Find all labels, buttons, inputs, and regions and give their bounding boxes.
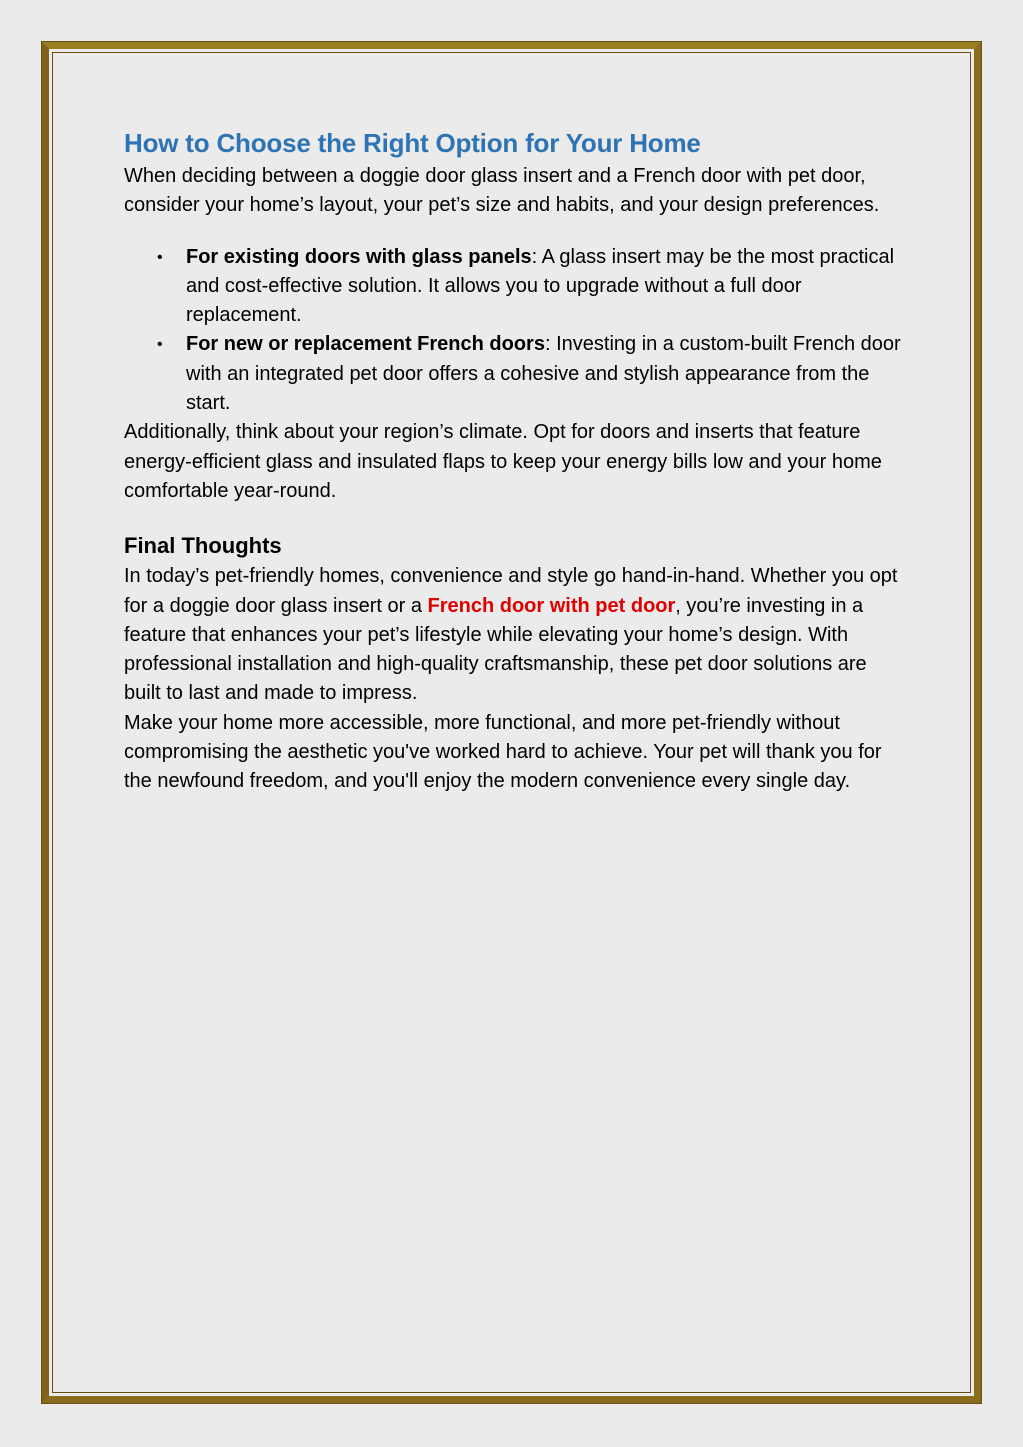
final-paragraph-text: , you’re investing in a feature that enhances your pet’s lifestyle while elevating your home’s design. With professional installation and high-quality craftsmanship, these pet door solutions are built to last and made to impress. bbox=[124, 594, 867, 705]
list-item bbox=[124, 330, 904, 418]
list-item bbox=[124, 243, 904, 331]
list-item-bold: For existing doors with glass panels bbox=[186, 245, 532, 268]
list-item-text: : Investing in a custom-built French door with an integrated pet door offers a cohesive and stylish appearance from the start. bbox=[186, 333, 901, 415]
french-door-link[interactable]: French door with pet door bbox=[427, 594, 676, 617]
closing-paragraph: Make your home more accessible, more functional, and more pet-friendly without compromising the aesthetic you've worked hard to achieve. Your pet will thank you for the newfound freedom, and you'll enjoy the modern convenience every single day. bbox=[124, 711, 882, 793]
final-paragraph-text: In today’s pet-friendly homes, convenience and style go hand-in-hand. Whether you opt for a doggie door glass insert or a bbox=[124, 565, 898, 617]
options-list bbox=[124, 243, 904, 419]
list-item-text: : A glass insert may be the most practical and cost-effective solution. It allows you to upgrade without a full door replacement. bbox=[186, 245, 895, 327]
climate-paragraph: Additionally, think about your region’s climate. Opt for doors and inserts that feature energy-efficient glass and insulated flaps to keep your energy bills low and your home comfortable year-round. bbox=[124, 421, 882, 502]
bullet-dot-icon: • bbox=[157, 248, 163, 266]
bullet-dot-icon: • bbox=[157, 336, 163, 354]
section-title: How to Choose the Right Option for Your Home bbox=[124, 128, 701, 158]
list-item-bold: For new or replacement French doors bbox=[186, 333, 545, 356]
intro-paragraph: When deciding between a doggie door glass insert and a French door with pet door, consider your home’s layout, your pet’s size and habits, and your design preferences. bbox=[124, 165, 880, 217]
final-paragraph bbox=[124, 562, 904, 708]
final-thoughts-heading: Final Thoughts bbox=[124, 533, 282, 559]
document-content bbox=[124, 124, 904, 797]
